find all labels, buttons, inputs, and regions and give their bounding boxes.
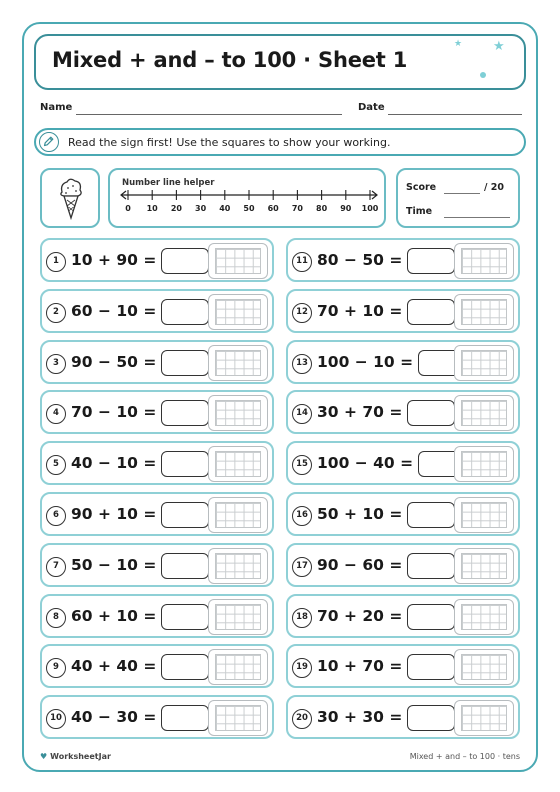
working-grid	[461, 451, 507, 477]
instruction-bar	[34, 128, 526, 156]
pencil-icon	[39, 132, 59, 152]
time-field[interactable]	[444, 217, 510, 218]
number-line-title: Number line helper	[122, 178, 215, 188]
answer-box[interactable]	[407, 604, 455, 630]
star-icon: ★	[454, 39, 463, 49]
working-grid	[215, 400, 261, 426]
answer-box[interactable]	[161, 451, 209, 477]
question-number: 17	[292, 557, 312, 577]
working-grid	[215, 502, 261, 528]
score-field[interactable]	[444, 193, 480, 194]
date-label: Date	[358, 102, 385, 113]
number-line-tick-label: 60	[267, 204, 279, 213]
name-field[interactable]	[76, 114, 342, 115]
date-field[interactable]	[388, 114, 522, 115]
question-card	[40, 390, 274, 434]
answer-box[interactable]	[407, 705, 455, 731]
title-banner	[34, 34, 526, 90]
working-squares[interactable]	[454, 294, 514, 330]
working-grid	[461, 705, 507, 731]
number-line-tick-label: 10	[146, 204, 158, 213]
working-squares[interactable]	[208, 446, 268, 482]
question-expression: 50 − 10 =	[71, 555, 157, 574]
question-card	[286, 543, 520, 587]
answer-box[interactable]	[161, 553, 209, 579]
number-line-tick-label: 80	[316, 204, 328, 213]
question-expression: 40 + 40 =	[71, 657, 157, 676]
question-expression: 60 + 10 =	[71, 606, 157, 625]
question-expression: 30 + 70 =	[317, 403, 403, 422]
working-grid	[461, 604, 507, 630]
question-number: 10	[46, 709, 66, 729]
answer-box[interactable]	[407, 502, 455, 528]
answer-box[interactable]	[161, 502, 209, 528]
answer-box[interactable]	[407, 654, 455, 680]
working-grid	[461, 553, 507, 579]
footer-text: Mixed + and – to 100 · tens	[409, 752, 520, 761]
working-squares[interactable]	[454, 345, 514, 381]
question-number: 20	[292, 709, 312, 729]
question-card	[286, 492, 520, 536]
ice-cream-icon	[56, 176, 86, 226]
star-icon: ★	[493, 39, 505, 54]
answer-box[interactable]	[161, 604, 209, 630]
question-expression: 10 + 70 =	[317, 657, 403, 676]
question-number: 4	[46, 404, 66, 424]
question-number: 14	[292, 404, 312, 424]
working-squares[interactable]	[454, 599, 514, 635]
question-card	[40, 492, 274, 536]
working-grid	[215, 451, 261, 477]
question-expression: 60 − 10 =	[71, 301, 157, 320]
brand-name: WorksheetJar	[50, 752, 111, 761]
working-squares[interactable]	[208, 243, 268, 279]
question-card	[286, 340, 520, 384]
question-card	[40, 340, 274, 384]
question-number: 11	[292, 252, 312, 272]
question-card	[40, 594, 274, 638]
question-number: 19	[292, 658, 312, 678]
time-label: Time	[406, 206, 433, 217]
working-grid	[461, 350, 507, 376]
question-card	[286, 441, 520, 485]
score-label: Score	[406, 182, 437, 193]
answer-box[interactable]	[407, 553, 455, 579]
question-expression: 70 + 20 =	[317, 606, 403, 625]
question-number: 5	[46, 455, 66, 475]
number-line-helper	[108, 168, 386, 228]
working-squares[interactable]	[208, 497, 268, 533]
name-label: Name	[40, 102, 73, 113]
number-line-tick-label: 70	[291, 204, 303, 213]
question-expression: 30 + 30 =	[317, 708, 403, 727]
number-line-tick-label: 30	[195, 204, 207, 213]
dot-decoration	[480, 72, 486, 78]
question-card	[286, 695, 520, 739]
question-card	[286, 594, 520, 638]
working-squares[interactable]	[454, 700, 514, 736]
working-grid	[215, 350, 261, 376]
score-box	[396, 168, 520, 228]
number-line-tick-label: 40	[219, 204, 231, 213]
question-number: 18	[292, 608, 312, 628]
question-expression: 70 + 10 =	[317, 301, 403, 320]
answer-box[interactable]	[407, 400, 455, 426]
answer-box[interactable]	[161, 350, 209, 376]
question-card	[286, 238, 520, 282]
working-squares[interactable]	[454, 649, 514, 685]
answer-box[interactable]	[161, 654, 209, 680]
working-grid	[215, 604, 261, 630]
working-squares[interactable]	[454, 395, 514, 431]
number-line-tick-label: 20	[170, 204, 182, 213]
number-line-tick-label: 50	[243, 204, 255, 213]
working-squares[interactable]	[454, 497, 514, 533]
working-squares[interactable]	[208, 395, 268, 431]
working-grid	[461, 248, 507, 274]
question-number: 16	[292, 506, 312, 526]
number-line-tick-label: 100	[361, 204, 379, 213]
question-card	[286, 644, 520, 688]
answer-box[interactable]	[161, 299, 209, 325]
question-number: 12	[292, 303, 312, 323]
working-grid	[215, 299, 261, 325]
question-expression: 50 + 10 =	[317, 505, 403, 523]
working-grid	[461, 502, 507, 528]
working-squares[interactable]	[208, 700, 268, 736]
working-squares[interactable]	[208, 294, 268, 330]
working-grid	[461, 654, 507, 680]
working-squares[interactable]	[454, 243, 514, 279]
working-squares[interactable]	[208, 345, 268, 381]
question-expression: 100 − 40 =	[317, 454, 414, 473]
score-total: / 20	[484, 182, 504, 193]
question-expression: 40 − 10 =	[71, 454, 157, 473]
question-number: 1	[46, 252, 66, 272]
working-squares[interactable]	[454, 548, 514, 584]
question-number: 2	[46, 303, 66, 323]
question-number: 9	[46, 658, 66, 678]
question-expression: 40 − 30 =	[71, 708, 157, 727]
question-expression: 70 − 10 =	[71, 403, 157, 422]
working-grid	[215, 553, 261, 579]
working-grid	[215, 705, 261, 731]
number-line-tick-label: 90	[340, 204, 352, 213]
question-number: 13	[292, 354, 312, 374]
picture-box	[40, 168, 100, 228]
working-grid	[215, 248, 261, 274]
answer-box[interactable]	[407, 299, 455, 325]
question-number: 3	[46, 354, 66, 374]
working-squares[interactable]	[208, 649, 268, 685]
question-number: 6	[46, 506, 66, 526]
working-squares[interactable]	[454, 446, 514, 482]
working-grid	[215, 654, 261, 680]
number-line-tick-label: 0	[125, 204, 131, 213]
answer-box[interactable]	[161, 248, 209, 274]
working-grid	[461, 400, 507, 426]
question-expression: 90 − 50 =	[71, 352, 157, 371]
instruction-text: Read the sign first! Use the squares to show your working.	[68, 136, 391, 149]
question-card	[286, 289, 520, 333]
working-grid	[461, 299, 507, 325]
question-expression: 90 − 60 =	[317, 555, 403, 574]
question-card	[40, 644, 274, 688]
page-title: Mixed + and – to 100 · Sheet 1	[52, 48, 408, 72]
working-squares[interactable]	[208, 548, 268, 584]
question-card	[40, 289, 274, 333]
question-expression: 80 − 50 =	[317, 251, 403, 269]
working-squares[interactable]	[208, 599, 268, 635]
question-number: 7	[46, 557, 66, 577]
question-number: 8	[46, 608, 66, 628]
question-card	[40, 695, 274, 739]
question-expression: 100 − 10 =	[317, 352, 414, 371]
heart-icon: ♥	[40, 752, 48, 761]
answer-box[interactable]	[407, 248, 455, 274]
name-date-row	[40, 100, 524, 120]
question-card	[40, 238, 274, 282]
question-card	[40, 543, 274, 587]
question-number: 15	[292, 455, 312, 475]
question-card	[286, 390, 520, 434]
question-expression: 10 + 90 =	[71, 251, 157, 269]
question-expression: 90 + 10 =	[71, 505, 157, 523]
footer-brand	[40, 752, 111, 761]
answer-box[interactable]	[161, 705, 209, 731]
answer-box[interactable]	[161, 400, 209, 426]
question-card	[40, 441, 274, 485]
